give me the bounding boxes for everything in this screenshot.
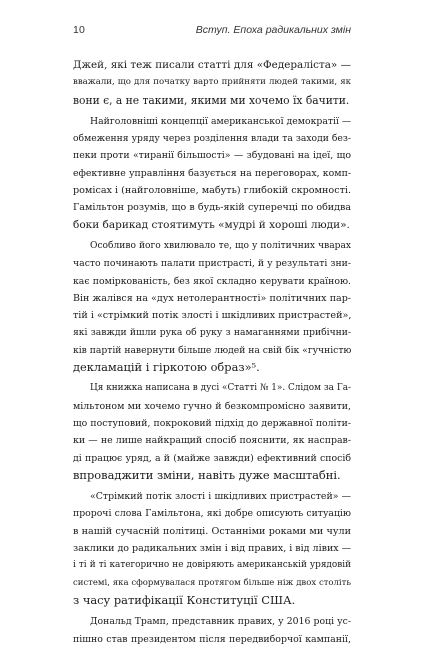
text-line: Ця книжка написана в дусі «Статті № 1». Слідом за Га- (90, 383, 351, 394)
text-line: «Стрімкий потік злості і шкідливих пристрастей» — (90, 491, 351, 503)
text-line: декламацій і гіркотою образ»⁵. (73, 360, 260, 375)
paragraph (73, 380, 351, 484)
text-line: Особливо його хвилювало те, що у політичних чварах (90, 240, 351, 251)
text-line: пеки проти «тиранії більшості» — збудовані на ідеї, що (73, 150, 351, 162)
text-line: заклики до радикальних змін і від правих, і від лівих — (73, 543, 352, 555)
chapter-title: Вступ. Епоха радикальних змін (195, 24, 351, 36)
text-line: мільтоном ми хочемо гучно й безкомпромісно заявити, (73, 400, 351, 412)
text-line: Дональд Трамп, представник правих, у 2016 році ус- (90, 616, 351, 628)
paragraph (73, 57, 351, 109)
text-line: пророчі слова Гамільтона, які добре описують ситуацію (73, 508, 351, 520)
text-line: Джей, які теж писали статті для «Федераліста» — (73, 59, 351, 71)
text-line: що поступовий, покроковий підхід до державної політи- (73, 417, 351, 429)
paragraph (73, 488, 351, 609)
text-line: ді працює уряд, а й (майже завжди) ефективний спосіб (73, 452, 351, 464)
text-line: ків партій навернути більше людей на свій бік «гучністю (73, 344, 352, 356)
paragraph (73, 238, 351, 376)
page-number: 10 (73, 24, 86, 36)
text-line: які завжди йшли рука об руку з намаганнями прибічни- (73, 327, 351, 339)
paragraph (73, 613, 351, 648)
paragraph (73, 113, 351, 234)
body-text (73, 57, 351, 648)
text-line: ки — не лише найкращий спосіб пояснити, як насправ- (73, 435, 351, 447)
text-line: кає поміркованість, без якої складно керувати країною. (73, 275, 351, 287)
text-line: в нашій сучасній політиці. Останніми роками ми чули (73, 525, 351, 537)
text-line: системі, яка сформувалася протягом більше ніж двох століть (73, 577, 351, 588)
text-line: ефективне управління базується на переговорах, комп- (73, 167, 351, 179)
text-line: вважали, що для початку варто прийняти людей такими, як (73, 77, 351, 88)
text-line: тій і «стрімкий потік злості і шкідливих пристрастей», (73, 310, 352, 322)
running-head (73, 24, 351, 38)
text-line: пішно став президентом після передвиборчої кампанії, (73, 633, 351, 645)
text-line: Найголовніші концепції американської демократії — (90, 115, 352, 127)
text-line: Гамільтон розумів, що в будь-якій суперечці по обидва (73, 202, 351, 214)
text-line: впроваджити зміни, навіть дуже масштабні. (73, 467, 341, 482)
text-line: Він жалівся на «дух нетолерантності» політичних пар- (73, 292, 351, 304)
text-line: з часу ратифікації Конституції США. (73, 592, 296, 607)
text-line: вони є, а не такими, якими ми хочемо їх бачити. (73, 93, 350, 107)
text-line: і ті й ті категорично не довіряють американській урядовій (73, 560, 351, 571)
text-line: часто починають палати пристрасті, й у результаті зни- (73, 258, 351, 270)
text-line: боки барикад стоятимуть «мудрі й хороші люди». (73, 218, 350, 231)
text-line: обмеження уряду через розділення влади та заходи без- (73, 133, 351, 145)
text-line: ромісах і (найголовніше, мабуть) глибокій скромності. (73, 185, 351, 197)
